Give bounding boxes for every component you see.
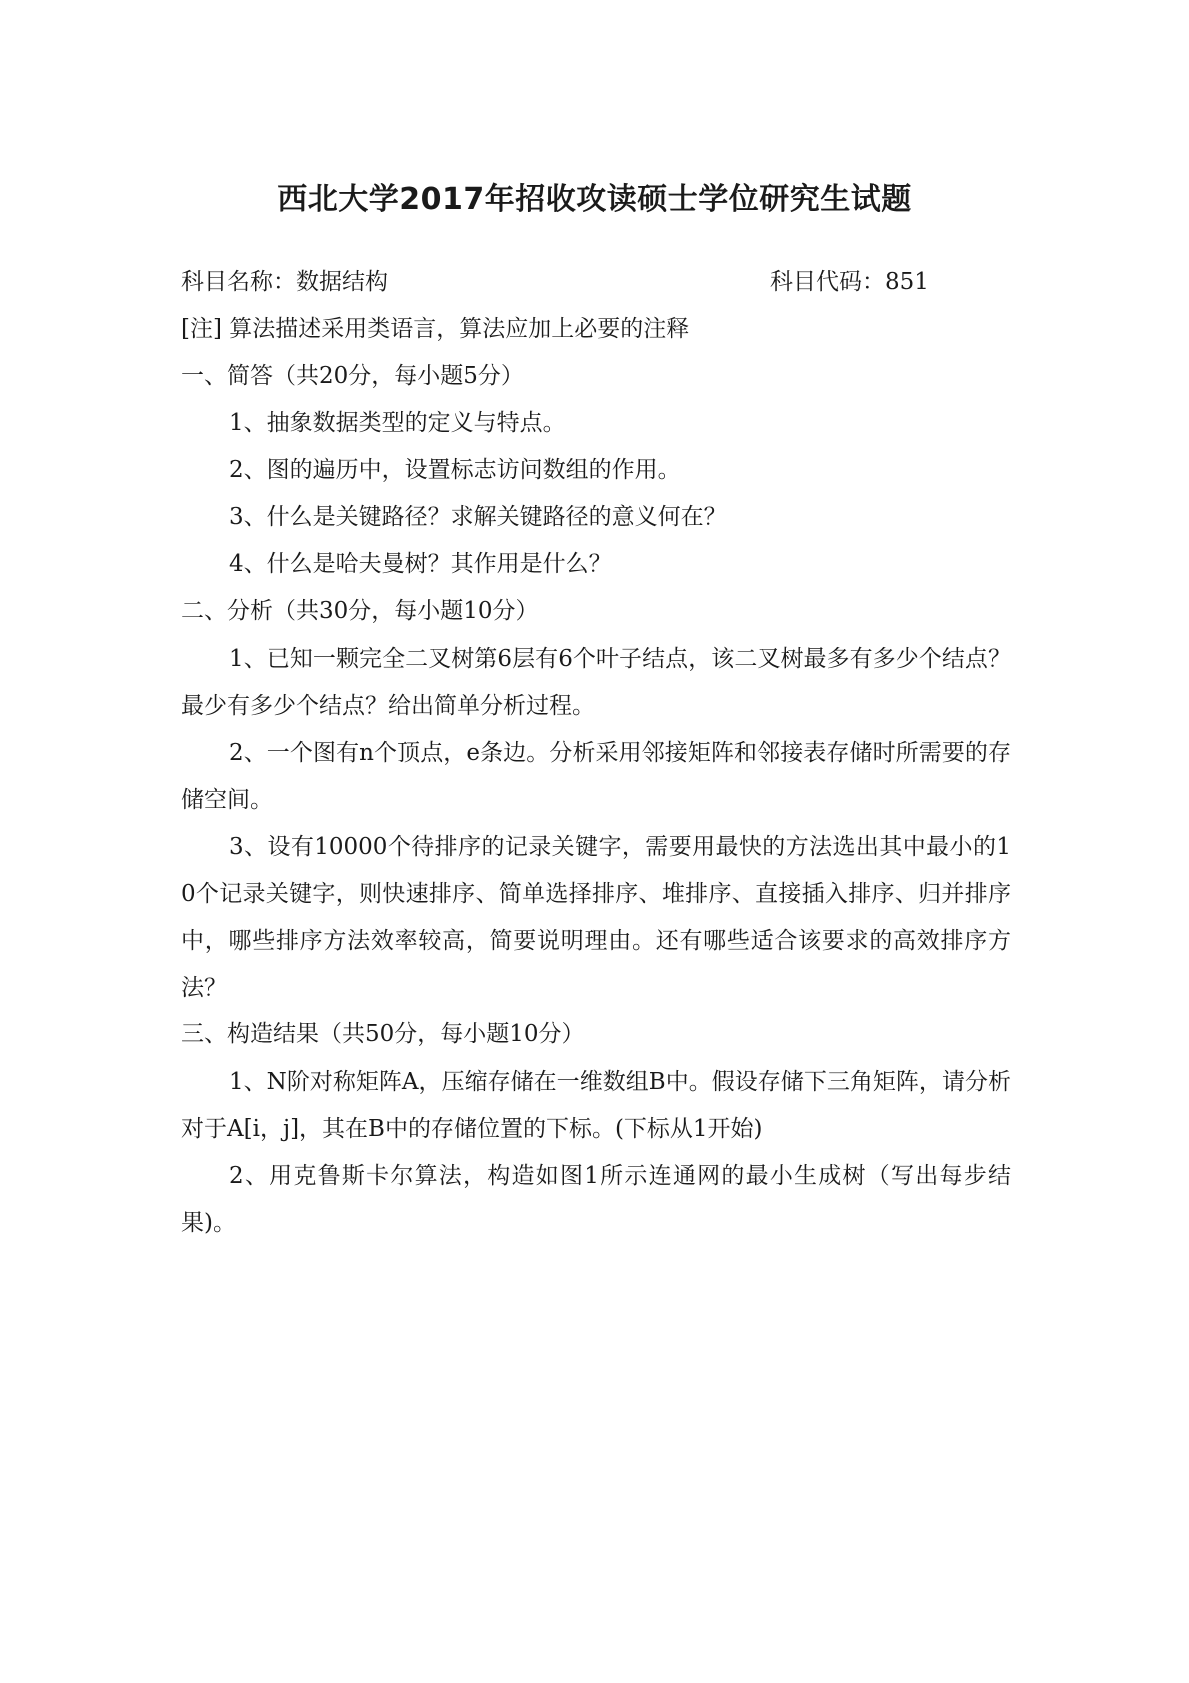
question-1-2: 2、图的遍历中，设置标志访问数组的作用。: [229, 457, 681, 483]
question-2-2: 2、一个图有n个顶点，e条边。分析采用邻接矩阵和邻接表存储时所需要的存储空间。: [181, 740, 1011, 813]
question-1-4: 4、什么是哈夫曼树？其作用是什么？: [229, 551, 612, 577]
section-heading-2: 二、分析（共30分，每小题10分）: [181, 598, 539, 624]
subject-code: 科目代码：851: [770, 269, 929, 295]
exam-title: 西北大学2017年招收攻读硕士学位研究生试题: [277, 182, 912, 217]
question-2-3: 3、设有10000个待排序的记录关键字，需要用最快的方法选出其中最小的10个记录关键字，则快速排序、简单选择排序、堆排序、直接插入排序、归并排序中，哪些排序方法效率较高，简要说明理由。还有哪些适合该要求的高效排序方法？: [181, 834, 1011, 1001]
subject-name: 科目名称：数据结构: [181, 269, 388, 295]
section-heading-3: 三、构造结果（共50分，每小题10分）: [181, 1021, 585, 1047]
question-1-3: 3、什么是关键路径？求解关键路径的意义何在？: [229, 504, 727, 530]
question-3-2: 2、用克鲁斯卡尔算法，构造如图1所示连通网的最小生成树（写出每步结果)。: [181, 1163, 1011, 1236]
exam-note: [注] 算法描述采用类语言，算法应加上必要的注释: [181, 316, 690, 342]
question-1-1: 1、抽象数据类型的定义与特点。: [229, 410, 566, 436]
question-2-1: 1、已知一颗完全二叉树第6层有6个叶子结点，该二叉树最多有多少个结点？最少有多少个结点？给出简单分析过程。: [181, 646, 1011, 719]
section-heading-1: 一、简答（共20分，每小题5分）: [181, 363, 524, 389]
question-3-1: 1、N阶对称矩阵A，压缩存储在一维数组B中。假设存储下三角矩阵，请分析对于A[i，j]，其在B中的存储位置的下标。(下标从1开始): [181, 1069, 1011, 1142]
